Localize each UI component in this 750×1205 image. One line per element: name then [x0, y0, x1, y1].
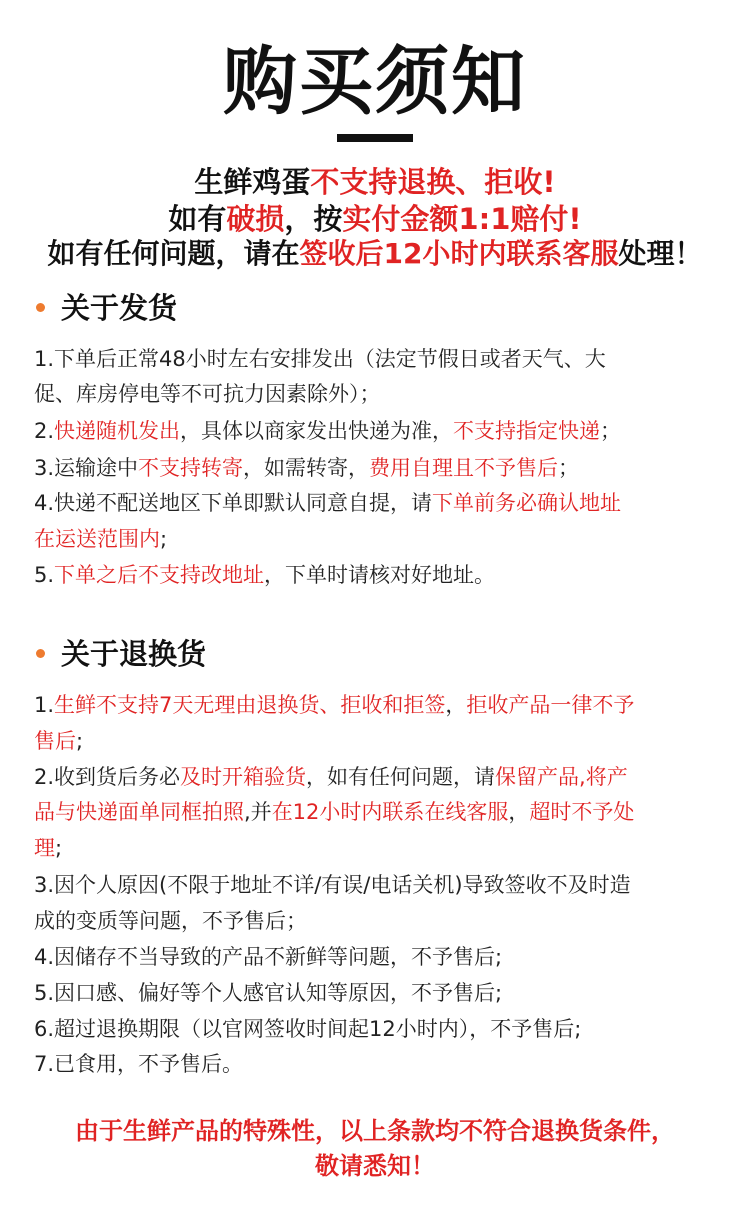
intro-highlight: 实付金额1:1赔付!: [342, 202, 582, 236]
line-text: ;: [76, 729, 84, 753]
line-text: 4.因储存不当导致的产品不新鲜等问题，不予售后;: [34, 945, 503, 969]
line-highlight: 售后: [34, 729, 76, 753]
footer-line-2: 敬请悉知！: [315, 1152, 435, 1180]
returns-line-3: [34, 760, 628, 794]
line-text: 2.收到货后务必: [34, 765, 181, 789]
bullet-dot-icon: [36, 303, 45, 312]
line-text: 促、库房停电等不可抗力因素除外）；: [34, 382, 381, 406]
intro-line-2: [0, 203, 750, 235]
line-text: ，: [445, 693, 467, 717]
line-text: ；: [558, 456, 580, 480]
line-highlight: 拒收产品一律不予: [466, 693, 635, 717]
title-underline: [337, 134, 413, 142]
returns-line-7: [34, 904, 307, 938]
line-highlight: 保留产品,将产: [495, 765, 628, 789]
line-text: ，具体以商家发出快递为准，: [180, 419, 454, 443]
line-text: 6.超过退换期限（以官网签收时间起12小时内），不予售后;: [34, 1017, 582, 1041]
line-highlight: 快递随机发出: [54, 419, 181, 443]
line-text: 1.下单后正常48小时左右安排发出（法定节假日或者天气、大: [34, 347, 606, 371]
intro-highlight: 破损: [226, 202, 285, 236]
returns-line-5: [34, 831, 62, 865]
line-highlight: 费用自理且不予售后: [369, 456, 559, 480]
line-text: ；: [600, 419, 622, 443]
returns-line-1: [34, 688, 634, 722]
line-text: ，下单时请核对好地址。: [264, 563, 496, 587]
line-text: ，如需转寄，: [243, 456, 370, 480]
shipping-line-7: [34, 558, 495, 592]
line-text: 成的变质等问题，不予售后；: [34, 909, 307, 933]
returns-title-text: 关于退换货: [61, 637, 207, 671]
line-highlight: 在运送范围内: [34, 527, 160, 551]
line-text: 5.因口感、偏好等个人感官认知等原因，不予售后;: [34, 981, 503, 1005]
line-text: 2.: [34, 419, 55, 443]
shipping-section-title: [36, 291, 177, 325]
returns-line-9: [34, 976, 502, 1010]
intro-text: 如有: [168, 202, 227, 236]
intro-highlight: 不支持退换、拒收!: [310, 165, 556, 199]
returns-line-6: [34, 868, 631, 902]
line-text: 3.运输途中: [34, 456, 139, 480]
line-text: ，: [508, 800, 530, 824]
returns-line-4: [34, 795, 634, 829]
intro-line-1: [0, 166, 750, 198]
line-highlight: 品与快递面单同框拍照: [34, 800, 244, 824]
shipping-line-1: [34, 342, 606, 376]
line-highlight: 下单之后不支持改地址: [54, 563, 265, 587]
returns-line-2: [34, 724, 83, 758]
shipping-line-5: [34, 486, 621, 520]
shipping-line-2: [34, 377, 381, 411]
returns-section-title: [36, 637, 206, 671]
shipping-line-4: [34, 451, 579, 485]
line-highlight: 及时开箱验货: [180, 765, 307, 789]
line-highlight: 生鲜不支持7天无理由退换货、拒收和拒签: [54, 693, 446, 717]
intro-text: 生鲜鸡蛋: [194, 165, 311, 199]
line-highlight: 不支持指定快递: [453, 419, 601, 443]
returns-line-11: [34, 1047, 243, 1081]
line-text: ;: [55, 836, 63, 860]
shipping-line-6: [34, 522, 167, 556]
line-text: 4.快递不配送地区下单即默认同意自提，请: [34, 491, 433, 515]
line-highlight: 下单前务必确认地址: [432, 491, 622, 515]
line-highlight: 在12小时内联系在线客服: [271, 800, 509, 824]
returns-line-10: [34, 1012, 581, 1046]
line-highlight: 超时不予处: [529, 800, 635, 824]
line-text: ;: [160, 527, 168, 551]
returns-line-8: [34, 940, 502, 974]
intro-line-3: [0, 238, 750, 270]
intro-highlight: 签收后12小时内联系客服: [299, 237, 619, 270]
bullet-dot-icon: [36, 649, 45, 658]
line-text: 3.因个人原因(不限于地址不详/有误/电话关机)导致签收不及时造: [34, 873, 631, 897]
intro-text: ，按: [284, 202, 343, 236]
shipping-title-text: 关于发货: [61, 291, 178, 325]
line-highlight: 不支持转寄: [138, 456, 244, 480]
page-title: 购买须知: [223, 39, 527, 125]
line-text: 7.已食用，不予售后。: [34, 1052, 244, 1076]
line-text: 1.: [34, 693, 55, 717]
footer-line-1: 由于生鲜产品的特殊性，以上条款均不符合退换货条件，: [75, 1117, 675, 1145]
line-text: ，如有任何问题，请: [306, 765, 496, 789]
intro-text: 处理！: [618, 237, 703, 270]
line-text: ,并: [244, 800, 272, 824]
line-highlight: 理: [34, 836, 55, 860]
intro-text: 如有任何问题，请在: [47, 237, 300, 270]
shipping-line-3: [34, 414, 621, 448]
line-text: 5.: [34, 563, 55, 587]
